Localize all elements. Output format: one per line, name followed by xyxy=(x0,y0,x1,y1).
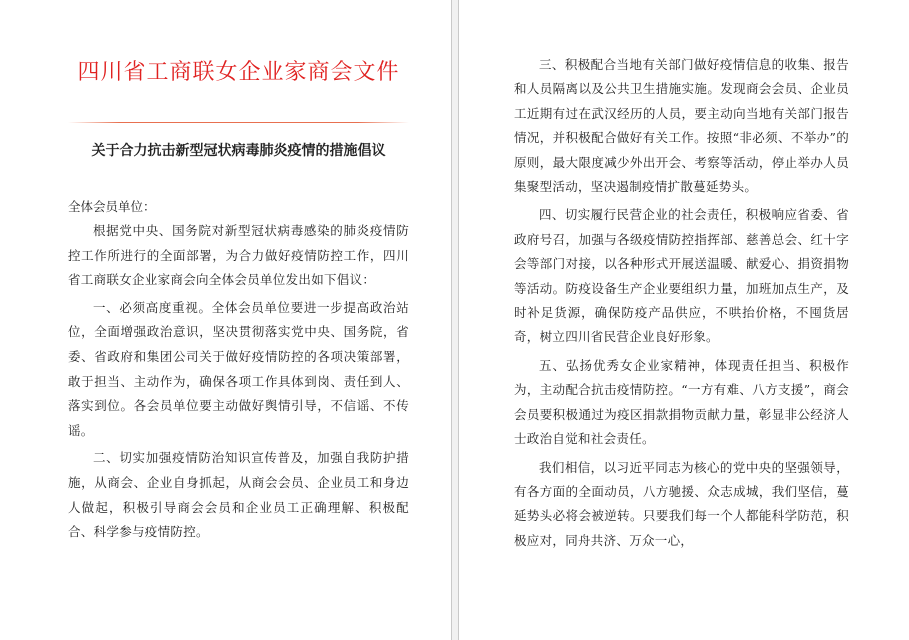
paragraph: 三、积极配合当地有关部门做好疫情信息的收集、报告和人员隔离以及公共卫生措施实施。发现商会会员、企业员工近期有过在武汉经历的人员，要主动向当地有关部门报告情况，并积极配合做好有关工作。按照“非必须、不举办”的原则，最大限度减少外出开会、考察等活动，停止举办人员集聚型活动，坚决遏制疫情扩散蔓延势头。 xyxy=(514,57,849,195)
org-title: 四川省工商联女企业家商会文件 xyxy=(77,60,400,85)
document-title: 关于合力抗击新型冠状病毒肺炎疫情的措施倡议 xyxy=(91,143,386,159)
paragraph: 二、切实加强疫情防治知识宣传普及，加强自我防护措施，从商会、企业自身抓起，从商会会员、企业员工和身边人做起，积极引导商会会员和企业员工正确理解、积极配合、科学参与疫情防控。 xyxy=(68,450,409,540)
salutation: 全体会员单位： xyxy=(68,199,156,214)
paragraph: 一、必须高度重视。全体会员单位要进一步提高政治站位，全面增强政治意识，坚决贯彻落实党中央、国务院，省委、省政府和集团公司关于做好疫情防控的各项决策部署，敢于担当、主动作为，确保各项工作具体到岗、责任到人、落实到位。各会员单位要主动做好舆情引导，不信谣、不传谣。 xyxy=(68,299,409,438)
document-page-left xyxy=(0,0,452,640)
title-divider xyxy=(68,122,409,123)
document-page-right xyxy=(458,0,909,640)
paragraph: 五、弘扬优秀女企业家精神，体现责任担当、积极作为，主动配合抗击疫情防控。“一方有难、八方支援”，商会会员要积极通过为疫区捐款捐物贡献力量，彰显非公经济人士政治自觉和社会责任。 xyxy=(514,357,849,447)
paragraph: 四、切实履行民营企业的社会责任，积极响应省委、省政府号召，加强与各级疫情防控指挥部、慈善总会、红十字会等部门对接，以各种形式开展送温暖、献爱心、捐资捐物等活动。防疫设备生产企业要组织力量，加班加点生产，及时补足货源，确保防疫产品供应，不哄抬价格，不囤货居奇，树立四川省民营企业良好形象。 xyxy=(514,207,849,345)
paragraph: 根据党中央、国务院对新型冠状病毒感染的肺炎疫情防控工作所进行的全面部署，为合力做好疫情防控工作，四川省工商联女企业家商会向全体会员单位发出如下倡议： xyxy=(68,223,409,288)
paragraph: 我们相信，以习近平同志为核心的党中央的坚强领导，有各方面的全面动员，八方驰援、众志成城，我们坚信，蔓延势头必将会被逆转。只要我们每一个人都能科学防范，积极应对，同舟共济、万众一心， xyxy=(514,459,849,548)
